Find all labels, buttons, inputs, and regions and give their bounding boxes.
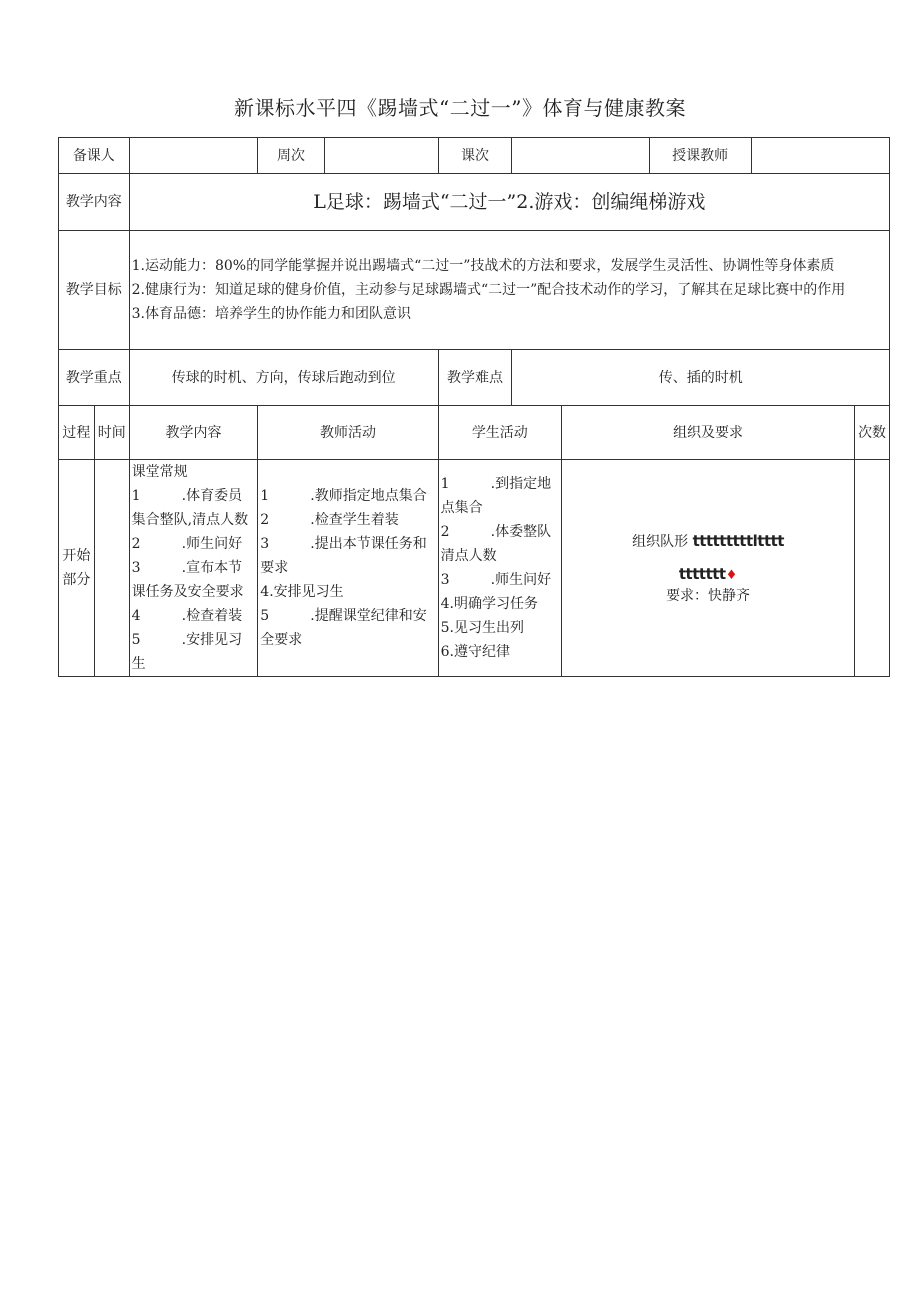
formation-label: 组织队形	[632, 533, 689, 550]
list-item: 1 .到指定地点集合	[440, 476, 552, 516]
list-item: 4.明确学习任务	[440, 596, 538, 612]
page-title: 新课标水平四《踢墙式“二过一”》体育与健康教案	[234, 96, 686, 120]
list-item: 2 .体委整队清点人数	[440, 524, 552, 564]
start-section-row	[59, 460, 890, 677]
preparer-label: 备课人	[59, 138, 130, 174]
key-label: 教学重点	[59, 350, 130, 406]
list-item: 5.见习生出列	[440, 620, 524, 636]
goals-text	[129, 231, 889, 350]
start-count-cell	[855, 460, 890, 677]
lesson-value	[512, 138, 649, 174]
goal-line: 3.体育品德：培养学生的协作能力和团队意识	[131, 306, 411, 322]
list-item: 5 .提醒课堂纪律和安全要求	[260, 608, 427, 648]
list-item: 2 .师生问好	[131, 536, 243, 552]
list-item: 6.遵守纪律	[440, 644, 510, 660]
start-student-cell	[438, 460, 561, 677]
teacher-position-icon: ♦	[725, 567, 738, 583]
content-label: 教学内容	[59, 174, 130, 231]
start-teacher-cell	[258, 460, 438, 677]
list-item: 4.安排见习生	[260, 584, 344, 600]
key-text: 传球的时机、方向，传球后跑动到位	[129, 350, 438, 406]
list-item: 5 .安排见习生	[131, 632, 243, 672]
start-content-cell	[129, 460, 258, 677]
list-item: 3 .师生问好	[440, 572, 552, 588]
col-content: 教学内容	[129, 406, 258, 460]
formation-marks: tttttttttltttt	[692, 531, 784, 550]
list-item: 1 .教师指定地点集合	[260, 488, 427, 504]
start-organization-cell	[562, 460, 855, 677]
start-time-cell	[94, 460, 129, 677]
preparer-value	[129, 138, 258, 174]
formation-marks: ttttttt	[678, 564, 726, 583]
col-organization: 组织及要求	[562, 406, 855, 460]
lesson-label: 课次	[438, 138, 512, 174]
teacher-value	[751, 138, 889, 174]
key-points-row	[59, 350, 890, 406]
week-label: 周次	[258, 138, 324, 174]
goal-line: 2.健康行为：知道足球的健身价值，主动参与足球踢墙式“二过一”配合技术动作的学习，了解其在足球比赛中的作用	[131, 282, 846, 298]
requirement-text: 要求：快静齐	[666, 587, 751, 604]
col-teacher: 教师活动	[258, 406, 438, 460]
list-item: 3 .宣布本节课任务及安全要求	[131, 560, 244, 600]
list-item: 2 .检查学生着装	[260, 512, 399, 528]
col-process: 过程	[59, 406, 95, 460]
list-item: 3 .提出本节课任务和要求	[260, 536, 427, 576]
goals-label: 教学目标	[59, 231, 130, 350]
list-item: 4 .检查着装	[131, 608, 243, 624]
content-text: L足球：踢墙式“二过一”2.游戏：创编绳梯游戏	[129, 174, 889, 231]
teacher-label: 授课教师	[649, 138, 751, 174]
col-count: 次数	[855, 406, 890, 460]
difficulty-label: 教学难点	[438, 350, 512, 406]
header-row	[59, 138, 890, 174]
formation-line-1	[564, 529, 852, 554]
lesson-plan-table	[58, 137, 890, 677]
content-row	[59, 174, 890, 231]
difficulty-text: 传、插的时机	[512, 350, 890, 406]
column-header-row	[59, 406, 890, 460]
goal-line: 1.运动能力：80%的同学能掌握并说出踢墙式“二过一”技战术的方法和要求，发展学生灵活性、协调性等身体素质	[131, 258, 835, 274]
week-value	[324, 138, 438, 174]
list-item: 1 .体育委员集合整队,清点人数	[131, 488, 249, 528]
goals-row	[59, 231, 890, 350]
start-section-label: 开始部分	[59, 460, 95, 677]
col-student: 学生活动	[438, 406, 561, 460]
content-heading: 课堂常规	[131, 464, 188, 480]
col-time: 时间	[94, 406, 129, 460]
